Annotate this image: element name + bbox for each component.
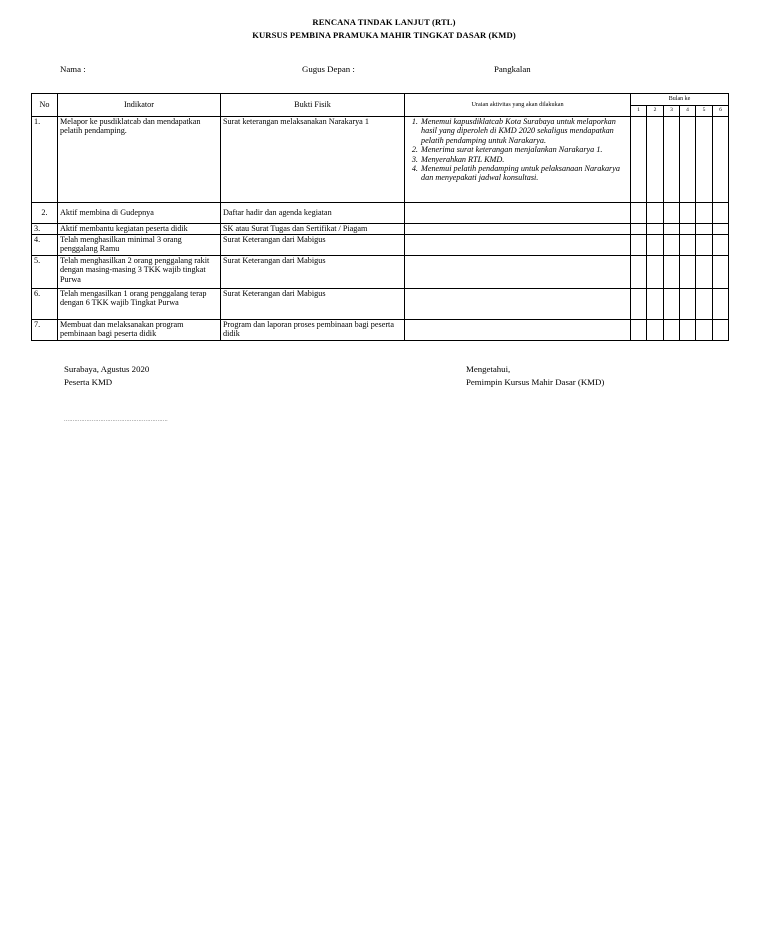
row-number: 3. <box>32 224 58 235</box>
document-subtitle: KURSUS PEMBINA PRAMUKA MAHIR TINGKAT DASAR (KMD) <box>252 30 516 40</box>
uraian-cell <box>405 320 631 341</box>
month-cell <box>664 256 680 289</box>
bukti-fisik-cell: SK atau Surat Tugas dan Sertifikat / Piagam <box>221 224 405 235</box>
month-cell <box>647 235 664 256</box>
month-cell <box>713 224 729 235</box>
month-cell <box>631 289 647 320</box>
table-row <box>32 235 729 256</box>
header-bulan: Bulan ke <box>631 94 729 106</box>
indikator-cell: Telah mengasilkan 1 orang penggalang terap dengan 6 TKK wajib Tingkat Purwa <box>58 289 221 320</box>
indikator-cell: Aktif membantu kegiatan peserta didik <box>58 224 221 235</box>
month-cell <box>647 224 664 235</box>
month-cell <box>631 224 647 235</box>
month-cell <box>680 235 696 256</box>
table-row <box>32 256 729 289</box>
activity-item: 3. Menyerahkan RTL KMD. <box>420 155 628 164</box>
month-header: 1 <box>631 105 647 117</box>
month-cell <box>713 256 729 289</box>
bukti-fisik-cell: Surat keterangan melaksanakan Narakarya 1 <box>221 117 405 203</box>
bukti-fisik-cell: Program dan laporan proses pembinaan bagi peserta didik <box>221 320 405 341</box>
signature-line: …………………………………………………… <box>64 418 168 423</box>
header-no: No <box>32 94 58 117</box>
indikator-cell: Telah menghasilkan minimal 3 orang penggalang Ramu <box>58 235 221 256</box>
month-cell <box>664 224 680 235</box>
signature-left <box>64 363 149 388</box>
bukti-fisik-cell: Surat Keterangan dari Mabigus <box>221 235 405 256</box>
month-header: 2 <box>647 105 664 117</box>
month-cell <box>631 256 647 289</box>
month-cell <box>680 256 696 289</box>
indikator-cell: Membuat dan melaksanakan program pembinaan bagi peserta didik <box>58 320 221 341</box>
month-cell <box>696 117 713 203</box>
place-date: Surabaya, Agustus 2020 <box>64 364 150 374</box>
month-cell <box>647 320 664 341</box>
month-header: 6 <box>713 105 729 117</box>
month-cell <box>696 203 713 224</box>
indikator-cell: Melapor ke pusdiklatcab dan mendapatkan pelatih pendamping. <box>58 117 221 203</box>
indikator-cell: Aktif membina di Gudepnya <box>58 203 221 224</box>
row-number: 2. <box>32 203 58 224</box>
table-row <box>32 203 729 224</box>
mengetahui-label: Mengetahui, <box>466 364 511 374</box>
uraian-cell <box>405 256 631 289</box>
month-cell <box>713 320 729 341</box>
month-cell <box>696 235 713 256</box>
table-row <box>32 320 729 341</box>
row-number: 1. <box>32 117 58 203</box>
month-cell <box>696 224 713 235</box>
bukti-fisik-cell: Surat Keterangan dari Mabigus <box>221 289 405 320</box>
month-cell <box>713 235 729 256</box>
month-header: 4 <box>680 105 696 117</box>
uraian-cell <box>405 203 631 224</box>
month-cell <box>631 235 647 256</box>
document-title: RENCANA TINDAK LANJUT (RTL) <box>312 17 456 27</box>
activity-item: 4. Menemui pelatih pendamping untuk pelaksanaan Narakarya dan menyepakati jadwal konsultasi. <box>420 164 628 183</box>
row-number: 5. <box>32 256 58 289</box>
uraian-cell <box>405 224 631 235</box>
uraian-cell <box>405 117 631 203</box>
month-cell <box>696 289 713 320</box>
signature-right <box>466 363 604 388</box>
month-cell <box>631 320 647 341</box>
month-cell <box>680 224 696 235</box>
bukti-fisik-cell: Surat Keterangan dari Mabigus <box>221 256 405 289</box>
activity-list <box>407 117 628 183</box>
uraian-cell <box>405 235 631 256</box>
month-cell <box>680 117 696 203</box>
month-cell <box>664 289 680 320</box>
nama-label: Nama : <box>60 64 86 74</box>
month-cell <box>664 117 680 203</box>
pemimpin-label: Pemimpin Kursus Mahir Dasar (KMD) <box>466 376 605 387</box>
activity-item: 1. Menemui kapusdiklatcab Kota Surabaya untuk melaporkan hasil yang diperoleh di KMD 2020 sekaligus mendapatkan pelatih pendamping untuk Narakarya. <box>420 117 628 145</box>
peserta-label: Peserta KMD <box>64 376 113 387</box>
header-bukti-fisik: Bukti Fisik <box>221 94 405 117</box>
month-cell <box>647 289 664 320</box>
month-cell <box>680 203 696 224</box>
bukti-fisik-cell: Daftar hadir dan agenda kegiatan <box>221 203 405 224</box>
rtl-table <box>31 93 729 341</box>
month-cell <box>696 320 713 341</box>
month-cell <box>664 203 680 224</box>
month-cell <box>647 203 664 224</box>
month-header: 3 <box>664 105 680 117</box>
row-number: 7. <box>32 320 58 341</box>
month-cell <box>631 203 647 224</box>
month-cell <box>680 289 696 320</box>
month-cell <box>631 117 647 203</box>
activity-item: 2. Menerima surat keterangan menjalankan Narakarya 1. <box>420 145 628 154</box>
indikator-cell: Telah menghasilkan 2 orang penggalang rakit dengan masing-masing 3 TKK wajib tingkat Purwa <box>58 256 221 289</box>
month-cell <box>647 256 664 289</box>
header-indikator: Indikator <box>58 94 221 117</box>
row-number: 6. <box>32 289 58 320</box>
month-cell <box>696 256 713 289</box>
pangkalan-label: Pangkalan <box>494 64 531 74</box>
month-cell <box>680 320 696 341</box>
table-row <box>32 289 729 320</box>
month-cell <box>647 117 664 203</box>
table-row <box>32 117 729 203</box>
month-cell <box>664 235 680 256</box>
month-cell <box>713 289 729 320</box>
header-uraian: Uraian aktivitas yang akan dilakukan <box>405 94 631 117</box>
month-header: 5 <box>696 105 713 117</box>
gugus-depan-label: Gugus Depan : <box>302 64 355 74</box>
month-cell <box>664 320 680 341</box>
row-number: 4. <box>32 235 58 256</box>
month-cell <box>713 117 729 203</box>
uraian-cell <box>405 289 631 320</box>
table-row <box>32 224 729 235</box>
month-cell <box>713 203 729 224</box>
